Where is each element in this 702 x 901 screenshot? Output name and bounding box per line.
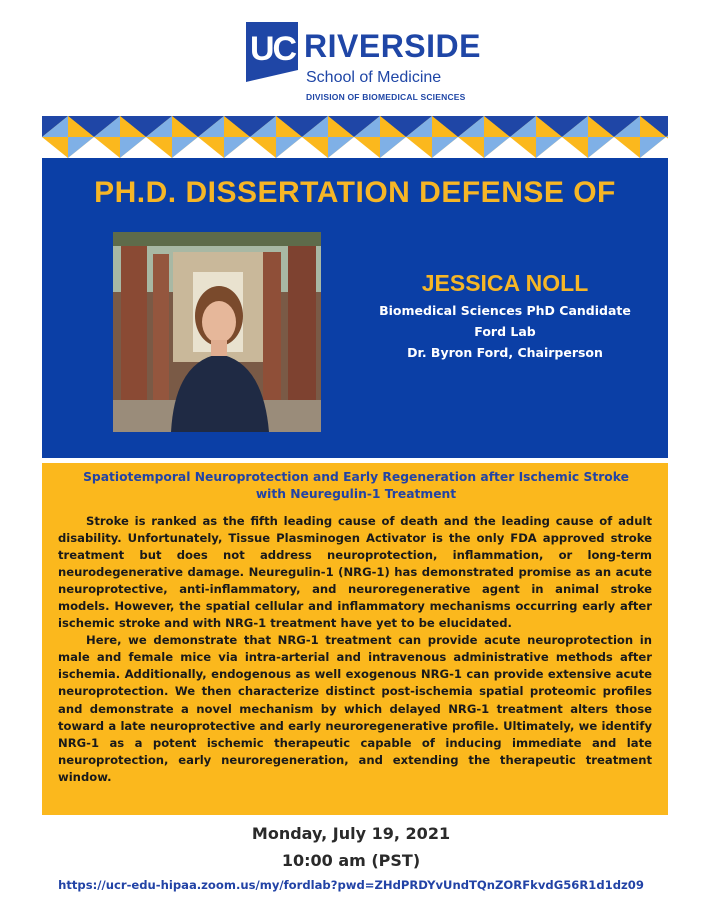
uc-logo-text: UC (250, 30, 296, 68)
abstract-panel (42, 463, 668, 815)
abstract-paragraph: Stroke is ranked as the fifth leading cause of death and the leading cause of adult disability. Unfortunately, Tissue Plasminogen Activator is the only FDA approved stroke treatment but does not address neuroprotection, inflammation, or long-term neurodegenerative damage. Neuregulin-1 (NRG-1) has demonstrated promise as an acute neuroprotective, anti-inflammatory, and neuroregenerative agent in animal stroke models. However, the spatial cellular and inflammatory mechanisms occurring early after ischemic stroke and with NRG-1 treatment have yet to be elucidated. (58, 514, 652, 631)
campus-name: RIVERSIDE (304, 28, 481, 64)
abstract-body (58, 513, 652, 786)
event-date: Monday, July 19, 2021 (251, 824, 451, 843)
abstract-title: Spatiotemporal Neuroprotection and Early Regeneration after Ischemic Stroke with Neuregulin-1 Treatment (83, 470, 629, 501)
defense-title: PH.D. DISSERTATION DEFENSE OF (94, 176, 616, 209)
ucr-logo (246, 22, 486, 106)
candidate-name: JESSICA NOLL (421, 270, 589, 296)
uc-logo-block (246, 22, 298, 82)
zoom-link[interactable]: https://ucr-edu-hipaa.zoom.us/my/fordlab?pwd=ZHdPRDYvUndTQnZORFkvdG56R1d1dz09 (58, 878, 644, 892)
candidate-lab: Ford Lab (474, 324, 536, 339)
event-time: 10:00 am (PST) (281, 851, 421, 870)
candidate-photo (113, 232, 321, 432)
chairperson: Dr. Byron Ford, Chairperson (407, 345, 603, 360)
candidate-info (342, 270, 668, 360)
school-name: School of Medicine (306, 69, 442, 86)
candidate-program: Biomedical Sciences PhD Candidate (379, 303, 631, 318)
abstract-paragraph: Here, we demonstrate that NRG-1 treatment can provide acute neuroprotection in male and female mice via intra-arterial and intravenous administrative methods after ischemia. Additionally, endogenous as well exogenous NRG-1 can provide extensive acute neuroprotection. We then characterize distinct post-ischemia spatial proteomic profiles and demonstrate a novel mechanism by which delayed NRG-1 treatment alters those toward a late neuroprotective and early neuroregenerative profile. Ultimately, we identify NRG-1 as a potent ischemic therapeutic capable of inducing immediate and late neuroprotection, early neuroregeneration, and extending the therapeutic treatment window. (58, 633, 652, 784)
defense-panel (42, 158, 668, 458)
decorative-pattern-band (42, 116, 668, 158)
division-name: DIVISION OF BIOMEDICAL SCIENCES (306, 92, 466, 102)
